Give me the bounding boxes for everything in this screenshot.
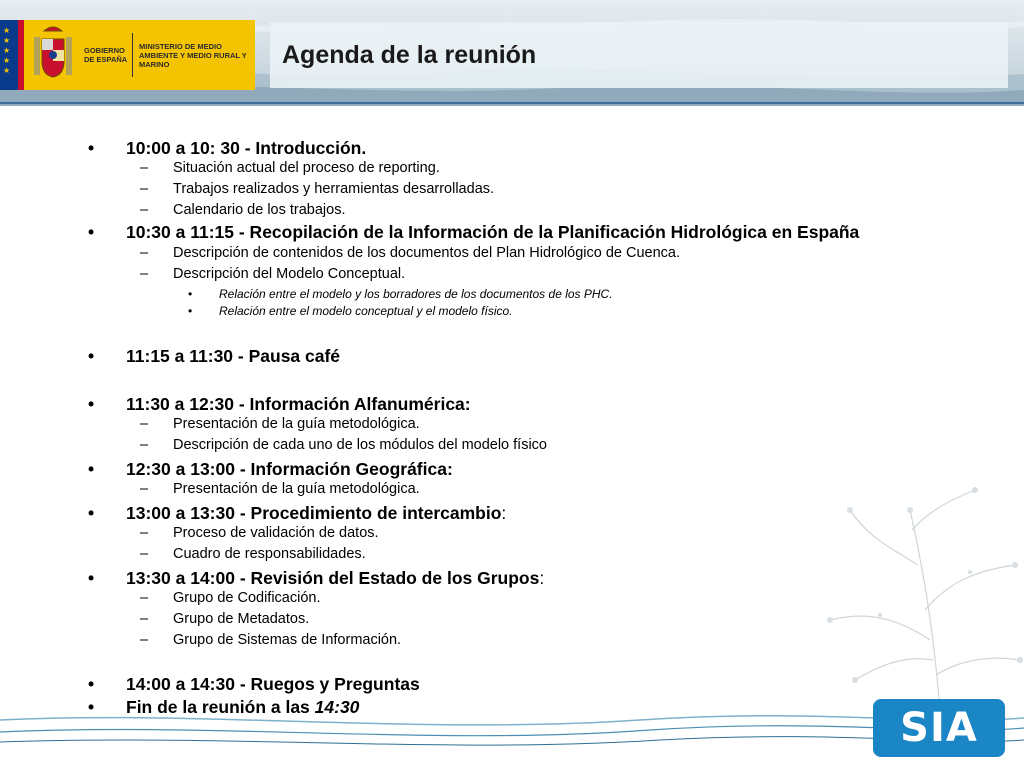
dash: – [140, 181, 149, 197]
agenda-subitem-text: Calendario de los trabajos. [173, 202, 346, 218]
footer-waves [0, 690, 1024, 768]
agenda-item-text: 13:00 a 13:30 - Procedimiento de intercambio: [126, 503, 507, 523]
agenda-subitem-text: Presentación de la guía metodológica. [173, 416, 420, 432]
agenda-subitem-text: Grupo de Sistemas de Información. [173, 632, 402, 648]
bullet: • [88, 568, 95, 588]
gobierno-label: GOBIERNO DE ESPAÑA [84, 46, 128, 64]
agenda-subsubitem-text: Relación entre el modelo y los borradores de los documentos de los PHC. [219, 287, 613, 301]
agenda-item-text: Fin de la reunión a las 14:30 [126, 697, 360, 717]
bullet: • [88, 697, 95, 717]
plant-watermark [800, 470, 1024, 710]
eu-flag-strip: ★ ★ ★ ★ ★ [0, 20, 18, 90]
bullet: • [88, 459, 95, 479]
dash: – [140, 590, 149, 606]
agenda-subitem-text: Trabajos realizados y herramientas desarrolladas. [173, 181, 495, 197]
dash: – [140, 245, 149, 261]
agenda-subitem-text: Descripción de contenidos de los documentos del Plan Hidrológico de Cuenca. [173, 245, 680, 261]
agenda-subsubitem-text: Relación entre el modelo conceptual y el modelo físico. [219, 304, 513, 318]
dash: – [140, 611, 149, 627]
sia-logo-text: SIA [900, 705, 978, 751]
dash: – [140, 481, 149, 497]
agenda-subitem-text: Presentación de la guía metodológica. [173, 481, 420, 497]
dash: – [140, 416, 149, 432]
dash: – [140, 266, 149, 282]
agenda-item-text: 10:30 a 11:15 - Recopilación de la Información de la Planificación Hidrológica en España [126, 222, 860, 242]
bullet: • [88, 222, 95, 242]
agenda-item-text: 14:00 a 14:30 - Ruegos y Preguntas [126, 674, 420, 694]
agenda-item-text: 11:30 a 12:30 - Información Alfanumérica: [126, 394, 471, 414]
bullet: • [188, 287, 193, 301]
bullet: • [88, 138, 95, 158]
bullet: • [88, 674, 95, 694]
agenda-item-text: 13:30 a 14:00 - Revisión del Estado de los Grupos: [126, 568, 545, 588]
bullet: • [88, 394, 95, 414]
agenda-subitem-text: Cuadro de responsabilidades. [173, 546, 366, 562]
dash: – [140, 202, 149, 218]
page-title: Agenda de la reunión [282, 40, 537, 69]
dash: – [140, 546, 149, 562]
agenda-subitem-text: Situación actual del proceso de reporting. [173, 160, 440, 176]
dash: – [140, 160, 149, 176]
agenda-item-text: 11:15 a 11:30 - Pausa café [126, 346, 341, 366]
ministerio-label: MINISTERIO DE MEDIO AMBIENTE Y MEDIO RURAL Y MARINO [139, 41, 247, 69]
bullet: • [88, 503, 95, 523]
bullet: • [188, 304, 193, 318]
agenda-subitem-text: Proceso de validación de datos. [173, 525, 379, 541]
agenda-subitem-text: Grupo de Metadatos. [173, 611, 310, 627]
bullet: • [88, 346, 95, 366]
agenda-subitem-text: Grupo de Codificación. [173, 590, 321, 606]
agenda-subitem-text: Descripción del Modelo Conceptual. [173, 266, 406, 282]
sia-logo [873, 699, 1005, 757]
dash: – [140, 632, 149, 648]
dash: – [140, 525, 149, 541]
agenda-item-text: 12:30 a 13:00 - Información Geográfica: [126, 459, 453, 479]
dash: – [140, 437, 149, 453]
agenda-subitem-text: Descripción de cada uno de los módulos del modelo físico [173, 437, 547, 453]
agenda-item-text: 10:00 a 10: 30 - Introducción. [126, 138, 367, 158]
